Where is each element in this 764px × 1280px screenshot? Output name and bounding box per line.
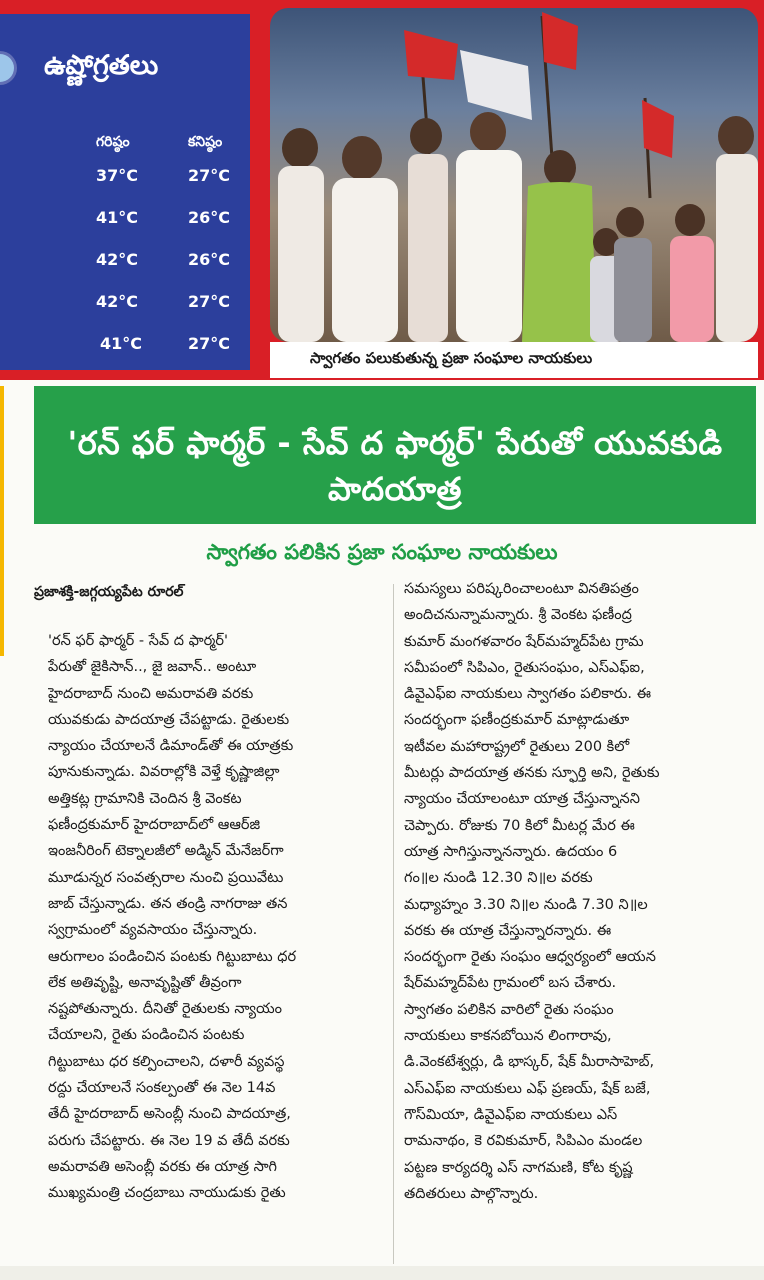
max-temp: 41°C <box>100 334 143 353</box>
article-line: గిట్టుబాటు ధర కల్పించాలని, దళారీ వ్యవస్థ <box>48 1053 285 1070</box>
article-line: న్యాయం చేయాలంటూ యాత్ర చేస్తున్నానని <box>404 791 640 808</box>
article-line: ఫణీంద్రకుమార్ హైదరాబాద్‌లో ఆఆర్‌జి <box>48 817 261 834</box>
article-line: రామనాథం, కె రవికుమార్, సిపిఎం మండల <box>404 1133 643 1150</box>
saree-figure <box>522 182 596 342</box>
article-line: ఇంజనీరింగ్ టెక్నాలజీలో అడ్మిన్ మేనేజర్‌గా <box>48 843 284 860</box>
white-flag <box>460 50 532 120</box>
red-flag <box>542 12 578 70</box>
article-line: పేరుతో జైకిసాన్.., జై జవాన్.. అంటూ <box>48 659 257 676</box>
article-line: నష్టపోతున్నారు. దీనితో రైతులకు న్యాయం <box>48 1001 283 1018</box>
sun-icon <box>0 54 14 82</box>
article-line: సందర్భంగా ఫణీంద్రకుమార్ మాట్లాడుతూ <box>404 712 630 729</box>
article-line: మధ్యాహ్నం 3.30 ని॥ల నుండి 7.30 ని॥ల <box>404 896 648 913</box>
left-accent-bar <box>0 386 4 656</box>
article-line: ఎస్ఎఫ్ఐ నాయకులు ఎఫ్ ప్రణయ్, షేక్ బజే, <box>404 1080 651 1097</box>
article-line: తదితరులు పాల్గొన్నారు. <box>404 1185 539 1202</box>
article-line: యువకుడు పాదయాత్ర చేపట్టాడు. రైతులకు <box>48 711 290 728</box>
dateline: ప్రజాశక్తి-జగ్గయ్యపేట రూరల్ <box>34 584 184 600</box>
article-line: గం॥ల నుండి 12.30 ని॥ల వరకు <box>404 870 593 887</box>
article-line: వరకు ఈ యాత్ర చేస్తున్నారన్నారు. ఈ <box>404 922 612 939</box>
article-line: హైదరాబాద్ నుంచి అమరావతి వరకు <box>48 685 254 702</box>
article-line: సందర్భంగా రైతు సంఘం ఆధ్వర్యంలో ఆయన <box>404 949 656 966</box>
temp-row <box>0 250 250 280</box>
article-line: మీటర్లు పాదయాత్ర తనకు స్ఫూర్తి అని, రైతుకు <box>404 765 660 782</box>
article-line: లేక అతివృష్టి, అనావృష్టితో తీవ్రంగా <box>48 974 242 991</box>
temp-row <box>0 334 250 364</box>
article-line: స్వాగతం పలికిన వారిలో రైతు సంఘం <box>404 1001 614 1018</box>
news-photo <box>270 8 758 342</box>
article-line: యాత్ర సాగిస్తున్నానన్నారు. ఉదయం 6 <box>404 843 618 860</box>
article-line: చెప్పారు. రోజుకు 70 కిలో మీటర్ల మేర ఈ <box>404 817 635 834</box>
min-temp: 27°C <box>188 166 231 185</box>
article-line: అత్తికట్ల గ్రామానికి చెందిన శ్రీ వెంకట <box>48 790 242 807</box>
article-line: స్వగ్రామంలో వ్యవసాయం చేస్తున్నారు. <box>48 922 258 939</box>
article-right-column <box>404 576 754 1207</box>
min-temp: 26°C <box>188 208 231 227</box>
article-line: ఇటీవల మహారాష్ట్రలో రైతులు 200 కిలో <box>404 738 630 755</box>
max-temp: 42°C <box>96 292 139 311</box>
article-line: తేదీ హైదరాబాద్ అసెంబ్లీ నుంచి పాదయాత్ర, <box>48 1106 291 1123</box>
subheadline: స్వాగతం పలికిన ప్రజా సంఘాల నాయకులు <box>206 540 558 564</box>
temp-row <box>0 166 250 196</box>
min-temp: 26°C <box>188 250 231 269</box>
article-line: మూడున్నర సంవత్సరాల నుంచి ప్రయివేటు <box>48 869 284 886</box>
article-line: గౌస్‌మియా, డివైఎఫ్ఐ నాయకులు ఎస్ <box>404 1106 618 1123</box>
photo-caption-bar <box>270 342 758 378</box>
article-line: రద్దు చేయాలనే సంకల్పంతో ఈ నెల 14వ <box>48 1080 276 1097</box>
article-line: డివైఎఫ్ఐ నాయకులు స్వాగతం పలికారు. ఈ <box>404 686 652 703</box>
article-line: డి.వెంకటేశ్వర్లు, డి భాస్కర్, షేక్ మీరాసాహెబ్, <box>404 1054 655 1071</box>
page-bottom-edge <box>0 1266 764 1280</box>
article-line: షేర్‌మహ్మద్‌పేట గ్రామంలో బస చేశారు. <box>404 975 617 992</box>
article-line: చేయాలని, రైతు పండించిన పంటకు <box>48 1027 245 1044</box>
article-line: 'రన్ ఫర్ ఫార్మర్ - సేవ్ ద ఫార్మర్' <box>48 633 229 649</box>
headline-box <box>34 386 756 524</box>
article-line: పరుగు చేపట్టారు. ఈ నెల 19 వ తేదీ వరకు <box>48 1132 290 1149</box>
min-temp-header: కనిష్ఠం <box>188 134 223 150</box>
article-line: కుమార్ మంగళవారం షేర్‌మహ్మద్‌పేట గ్రామ <box>404 633 644 650</box>
article-line: న్యాయం చేయాలనే డిమాండ్‌తో ఈ యాత్రకు <box>48 738 294 755</box>
column-divider <box>393 584 394 1264</box>
article-line: జాబ్ చేస్తున్నాడు. తన తండ్రి నాగరాజు తన <box>48 895 288 912</box>
temp-row <box>0 292 250 322</box>
article-line: పూనుకున్నాడు. వివరాల్లోకి వెళ్తే కృష్ణాజిల్లా <box>48 764 280 781</box>
headline: 'రన్ ఫర్ ఫార్మర్ - సేవ్ ద ఫార్మర్' పేరుతో యువకుడి పాదయాత్ర <box>67 424 723 508</box>
article-line: సమీపంలో సిపిఎం, రైతుసంఘం, ఎస్ఎఫ్ఐ, <box>404 659 645 676</box>
temp-row <box>0 208 250 238</box>
article-line: ముఖ్యమంత్రి చంద్రబాబు నాయుడుకు రైతు <box>48 1185 286 1202</box>
article-line: నాయకులు కాకనబోయిన లింగారావు, <box>404 1028 612 1045</box>
max-temp: 37°C <box>96 166 139 185</box>
min-temp: 27°C <box>188 334 231 353</box>
weather-box <box>0 14 250 370</box>
article-line: పట్టణ కార్యదర్శి ఎస్ నాగమణి, కోట కృష్ణ <box>404 1159 633 1176</box>
article-line: సమస్యలు పరిష్కరించాలంటూ వినతిపత్రం <box>404 581 639 597</box>
photo-illustration <box>270 8 758 342</box>
weather-title: ఉష్ణోగ్రతలు <box>44 50 159 81</box>
article-line: అమరావతి అసెంబ్లీ వరకు ఈ యాత్ర సాగి <box>48 1158 277 1175</box>
max-temp: 41°C <box>96 208 139 227</box>
article-line: అందిచనున్నామన్నారు. శ్రీ వెంకట ఫణీంద్ర <box>404 607 632 624</box>
article-line: ఆరుగాలం పండించిన పంటకు గిట్టుబాటు ధర <box>48 948 297 965</box>
photo-caption: స్వాగతం పలుకుతున్న ప్రజా సంఘాల నాయకులు <box>310 349 593 367</box>
min-temp: 27°C <box>188 292 231 311</box>
article-left-column <box>48 628 384 1207</box>
max-temp-header: గరిష్ఠం <box>96 134 130 150</box>
max-temp: 42°C <box>96 250 139 269</box>
red-flag <box>404 30 458 80</box>
